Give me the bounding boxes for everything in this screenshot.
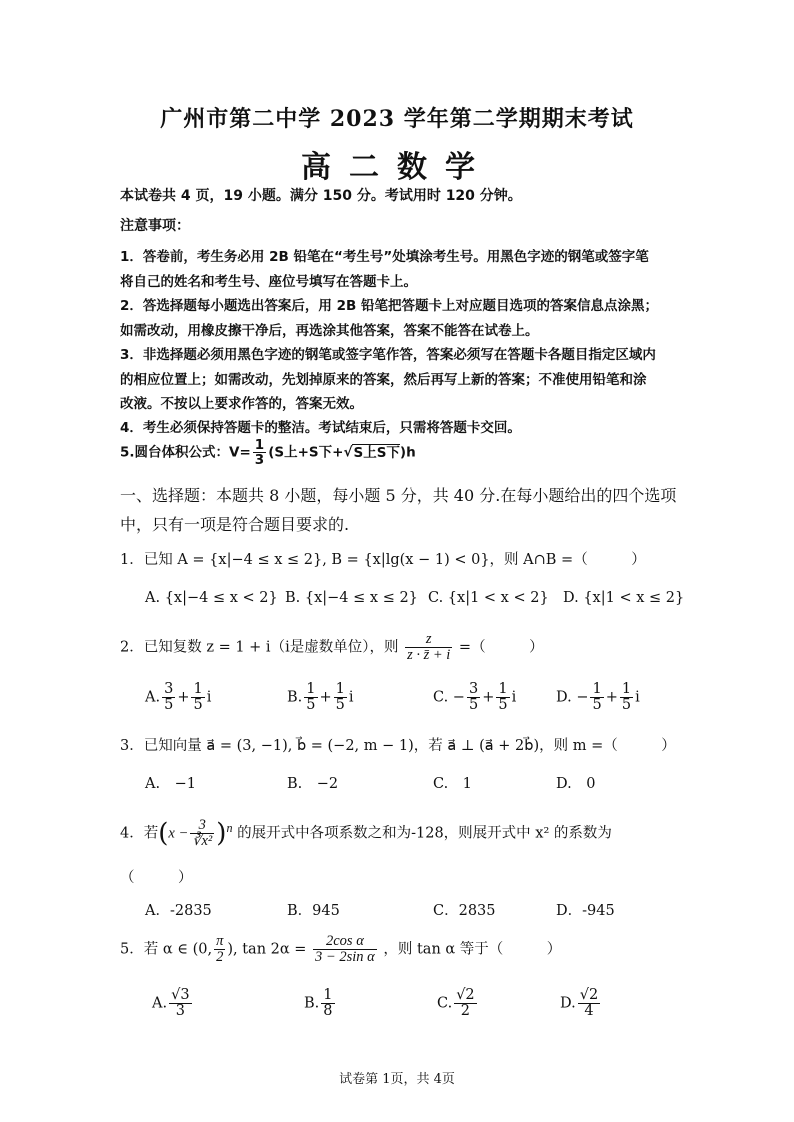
q2-a-num2: 1	[193, 681, 203, 697]
q5-option-d-label: D.	[560, 995, 576, 1012]
exam-subject-title: 高二数学	[301, 150, 493, 185]
q2-c-op: +	[482, 689, 495, 706]
q2-c-den1: 5	[468, 697, 479, 714]
q2-option-a	[145, 682, 211, 713]
q2-c-tail: i	[511, 689, 517, 706]
q5-b-num: 1	[323, 987, 333, 1003]
note-line-2: 将自己的姓名和考生号、座位号填写在答题卡上。	[120, 274, 417, 290]
notes-heading: 注意事项：	[120, 218, 190, 234]
q5-option-c-label: C.	[437, 995, 453, 1012]
q3-stem: 3．已知向量 a⃗ = (3, −1), b⃗ = (−2, m − 1)，若 a⃗ ⊥ (a⃗ + 2b⃗)，则 m =（ ）	[120, 738, 676, 754]
q2-b-den1: 5	[306, 697, 316, 714]
q5-option-d-frac	[578, 988, 600, 1019]
q2-a-den2: 5	[193, 697, 203, 714]
q5-pi-num: π	[216, 933, 224, 949]
q1-option-a: A. {x|−4 ≤ x < 2}	[145, 590, 278, 606]
q2-b-den2: 5	[335, 697, 345, 714]
q4-left-paren: (	[158, 818, 169, 849]
q4-fraction	[190, 818, 214, 849]
q2-d-num1: 1	[592, 681, 602, 697]
q2-fraction-num: z	[405, 632, 452, 648]
q5-option-a-label: A.	[152, 995, 168, 1012]
q5-option-a	[152, 988, 194, 1019]
q2-d-den1: 5	[592, 697, 602, 714]
q3-option-d: D. 0	[556, 776, 596, 792]
q5-a-num: √3	[171, 987, 190, 1003]
q5-option-b-frac	[321, 988, 334, 1019]
q2-c-num2: 1	[498, 681, 508, 697]
q5-option-c-frac	[454, 988, 476, 1019]
q2-d-den2: 5	[621, 697, 632, 714]
note-line-8: 4．考生必须保持答题卡的整洁。考试结束后，只需将答题卡交回。	[120, 420, 521, 436]
formula-end: )h	[399, 444, 416, 461]
q5-interval-left: (0,	[192, 941, 213, 958]
page-footer: 试卷第 1页，共 4页	[339, 1072, 455, 1087]
q5-tan-text: , tan 2α =	[233, 941, 307, 958]
q4-option-d: D．-945	[556, 903, 615, 919]
q2-option-d-frac1	[590, 682, 603, 713]
q4-fraction-den: ∛x²	[192, 833, 213, 850]
q5-option-b-label: B.	[304, 995, 320, 1012]
q2-d-num2: 1	[621, 681, 632, 697]
q5-stem-pre: 5．若 α ∈	[120, 941, 188, 958]
q3-option-b: B. −2	[287, 776, 339, 792]
formula-v: V=	[229, 444, 251, 461]
q2-stem-pre: 2．已知复数 z = 1 + i（i是虚数单位），则	[120, 639, 399, 656]
q2-option-c-label: C. −	[433, 689, 465, 706]
q2-option-b-label: B.	[287, 689, 303, 706]
exam-intro: 本试卷共 4 页，19 小题。满分 150 分。考试用时 120 分钟。	[120, 188, 522, 204]
q2-b-tail: i	[348, 689, 354, 706]
q2-option-d-label: D. −	[556, 689, 589, 706]
q2-a-den1: 5	[164, 697, 174, 714]
q2-option-d-frac2	[620, 682, 633, 713]
q5-c-num: √2	[456, 987, 475, 1003]
formula-body: (S上+S下+	[268, 444, 344, 461]
q1-option-d: D. {x|1 < x ≤ 2}	[563, 590, 685, 606]
q2-option-a-frac2	[191, 682, 204, 713]
q2-d-op: +	[605, 689, 618, 706]
q5-d-den: 4	[584, 1003, 594, 1020]
q1-stem: 1．已知 A = {x|−4 ≤ x ≤ 2}, B = {x|lg(x − 1) < 0}，则 A∩B =（ ）	[120, 552, 646, 568]
q4-option-b: B．945	[287, 903, 340, 919]
section1-line-2: 中，只有一项是符合题目要求的.	[120, 515, 350, 534]
q2-a-op: +	[177, 689, 190, 706]
formula-sqrt: S上S下	[353, 444, 400, 461]
q4-answer-blank: （ ）	[120, 870, 193, 886]
q3-option-c: C. 1	[433, 776, 472, 792]
q5-option-b	[304, 988, 337, 1019]
note-line-4: 如需改动，用橡皮擦干净后，再选涂其他答案，答案不能答在试卷上。	[120, 323, 539, 339]
q2-option-a-frac1	[162, 682, 175, 713]
exam-school-title: 广州市第二中学 2023 学年第二学期期末考试	[160, 106, 634, 132]
q2-option-d	[556, 682, 640, 713]
q2-a-num1: 3	[164, 681, 174, 697]
q2-c-den2: 5	[498, 697, 508, 714]
q5-option-d	[560, 988, 602, 1019]
q4-option-c: C．2835	[433, 903, 496, 919]
q4-option-a: A．-2835	[145, 903, 212, 919]
formula-label: 5.圆台体积公式：	[120, 444, 230, 461]
q5-stem-post: ，则 tan α 等于（ ）	[383, 941, 562, 958]
q5-pi-den: 2	[216, 949, 224, 966]
section1-line-1: 一、选择题：本题共 8 小题，每小题 5 分，共 40 分.在每小题给出的四个选项	[120, 486, 677, 505]
formula-fraction-den: 3	[254, 452, 265, 469]
q2-c-num1: 3	[468, 681, 479, 697]
formula-fraction	[253, 438, 266, 467]
q2-option-b-frac1	[304, 682, 317, 713]
q5-stem	[120, 934, 561, 965]
q5-fraction-den: 3 − 2sin α	[315, 949, 375, 966]
q4-base: x −	[168, 825, 189, 842]
q4-exponent: n	[226, 820, 233, 835]
q4-stem	[120, 818, 612, 849]
q2-a-tail: i	[206, 689, 212, 706]
q1-option-b: B. {x|−4 ≤ x ≤ 2}	[285, 590, 418, 606]
q2-option-b-frac2	[334, 682, 347, 713]
q5-option-a-frac	[169, 988, 191, 1019]
formula-fraction-num: 1	[254, 437, 265, 453]
q5-pi-fraction	[214, 934, 225, 965]
q5-a-den: 3	[175, 1003, 185, 1020]
note-line-6: 的相应位置上；如需改动，先划掉原来的答案，然后再写上新的答案；不准使用铅笔和涂	[120, 372, 647, 388]
q2-d-tail: i	[635, 689, 640, 706]
q4-right-paren: )	[216, 818, 227, 849]
q5-b-den: 8	[323, 1003, 333, 1020]
q3-option-a: A. −1	[145, 776, 196, 792]
q2-option-c	[433, 682, 516, 713]
q2-option-c-frac1	[467, 682, 480, 713]
note-line-7: 改液。不按以上要求作答的，答案无效。	[120, 396, 363, 412]
note-line-1: 1．答卷前，考生务必用 2B 铅笔在“考生号”处填涂考生号。用黑色字迹的钢笔或签字笔	[120, 249, 649, 265]
q5-fraction	[313, 934, 377, 965]
q5-c-den: 2	[460, 1003, 471, 1020]
q5-fraction-num: 2cos α	[313, 934, 377, 950]
note-line-5: 3．非选择题必须用黑色字迹的钢笔或签字笔作答，答案必须写在答题卡各题目指定区域内	[120, 347, 656, 363]
q5-option-c	[437, 988, 479, 1019]
q2-b-num1: 1	[306, 681, 316, 697]
q4-stem-post: 的展开式中各项系数之和为-128，则展开式中 x² 的系数为	[237, 825, 612, 842]
q2-stem	[120, 632, 544, 663]
q2-b-op: +	[319, 689, 332, 706]
q2-fraction-den: z · z̄ + i	[407, 647, 451, 664]
q5-interval-right: )	[227, 941, 234, 958]
frustum-volume-formula: 5.圆台体积公式：V= $\frac{1}{3}$ (S上+S下+√S上S下)h	[120, 437, 416, 469]
q5-d-num: √2	[579, 987, 599, 1003]
q2-option-c-frac2	[496, 682, 509, 713]
q2-option-b	[287, 682, 354, 713]
note-line-3: 2．答选择题每小题选出答案后，用 2B 铅笔把答题卡上对应题目选项的答案信息点涂黑；	[120, 298, 658, 314]
q2-stem-post: =（ ）	[458, 639, 544, 656]
q4-fraction-num: 3	[190, 818, 214, 834]
q2-b-num2: 1	[335, 681, 345, 697]
q2-option-a-label: A.	[145, 689, 161, 706]
q4-stem-pre: 4．若	[120, 825, 159, 842]
q2-fraction	[405, 632, 452, 663]
q1-option-c: C. {x|1 < x < 2}	[428, 590, 549, 606]
